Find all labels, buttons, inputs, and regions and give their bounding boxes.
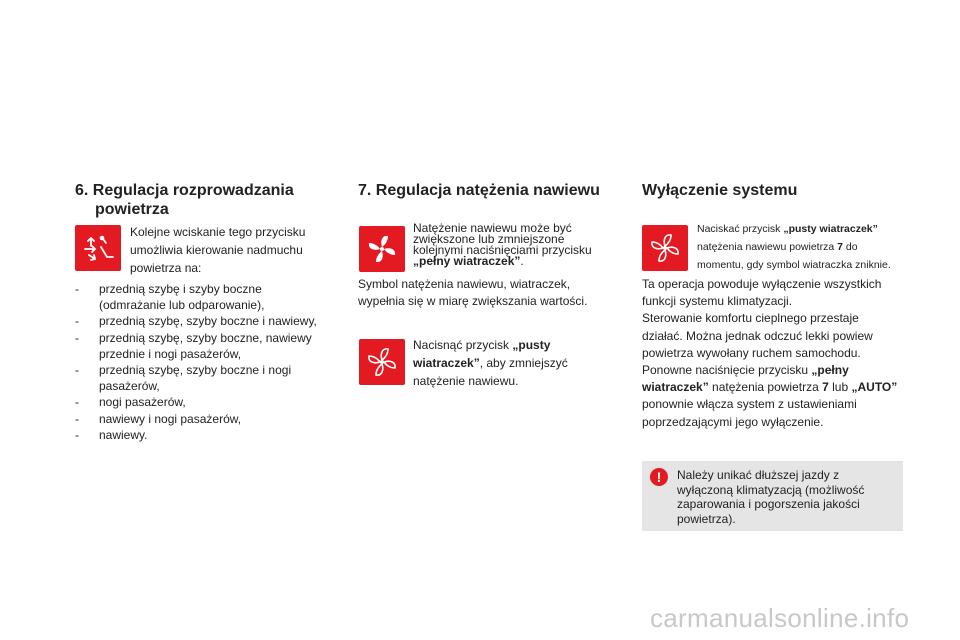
section-7-para-1: Natężenie nawiewu może być zwiększone lub zmniejszone kolejnymi naciśnięciami przycisku „pełny wiatraczek”. [413, 221, 592, 268]
warning-text: Należy unikać dłuższej jazdy z wyłączoną klimatyzacją (możliwość zaparowania i pogorszenia jakości powietrza). [677, 468, 865, 526]
list-item-line: (odmrażanie lub odparowanie), [99, 298, 265, 313]
section-6-intro: Kolejne wciskanie tego przycisku umożliwia kierowanie nadmuchu powietrza na: [130, 225, 306, 275]
warning-box [642, 461, 903, 531]
fan-empty-icon [359, 339, 405, 385]
list-item [73, 394, 343, 410]
section-7-title: 7. Regulacja natężenia nawiewu [358, 182, 600, 199]
distribution-options-list [73, 281, 343, 443]
list-item [73, 411, 343, 427]
list-item-line: przednie i nogi pasażerów, [99, 346, 242, 361]
system-off-para-1: Naciskać przycisk „pusty wiatraczek” natężenia nawiewu powietrza 7 do momentu, gdy symbol wiatraczka zniknie. [697, 223, 891, 271]
list-item-line: - przednią szybę, szyby boczne i nawiewy, [99, 314, 317, 329]
fan-full-icon [359, 226, 405, 272]
air-distribution-icon [75, 225, 121, 271]
warning-icon: ! [650, 468, 668, 486]
list-item-line: - nawiewy i nogi pasażerów, [99, 411, 242, 426]
list-item-line: - nogi pasażerów, [99, 395, 186, 410]
list-item-line: pasażerów, [99, 379, 160, 394]
list-item-line: - przednią szybę, szyby boczne i nogi [99, 363, 292, 378]
list-item-line: - przednią szybę, szyby boczne, nawiewy [99, 330, 312, 345]
list-item [73, 427, 343, 443]
system-off-para-2: Ta operacja powoduje wyłączenie wszystkich funkcji systemu klimatyzacji. Sterowanie komfortu cieplnego przestaje działać. Można jednak odczuć lekki powiew powietrza wywołany ruchem samochodu. Ponowne naciśnięcie przycisku „pełny wiatraczek” natężenia powietrza 7 lub „AUTO” ponownie włącza system z ustawieniami poprzedzającymi jego wyłączenie. [642, 277, 898, 429]
section-6-title: 6. Regulacja rozprowadzania powietrza [75, 182, 294, 218]
list-item [73, 330, 343, 362]
list-item [73, 362, 343, 394]
list-item [73, 313, 343, 329]
watermark: carmanualsonline.info [650, 603, 910, 633]
section-7-para-3: Nacisnąć przycisk „pusty wiatraczek”, aby zmniejszyć natężenie nawiewu. [413, 338, 568, 388]
section-7-para-2: Symbol natężenia nawiewu, wiatraczek, wypełnia się w miarę zwiększania wartości. [358, 277, 588, 308]
list-item [73, 281, 343, 313]
list-item-line: - nawiewy. [99, 427, 148, 442]
list-item-line: - przednią szybę i szyby boczne [99, 282, 262, 296]
system-off-title: Wyłączenie systemu [642, 182, 798, 199]
fan-empty-icon [642, 225, 688, 271]
